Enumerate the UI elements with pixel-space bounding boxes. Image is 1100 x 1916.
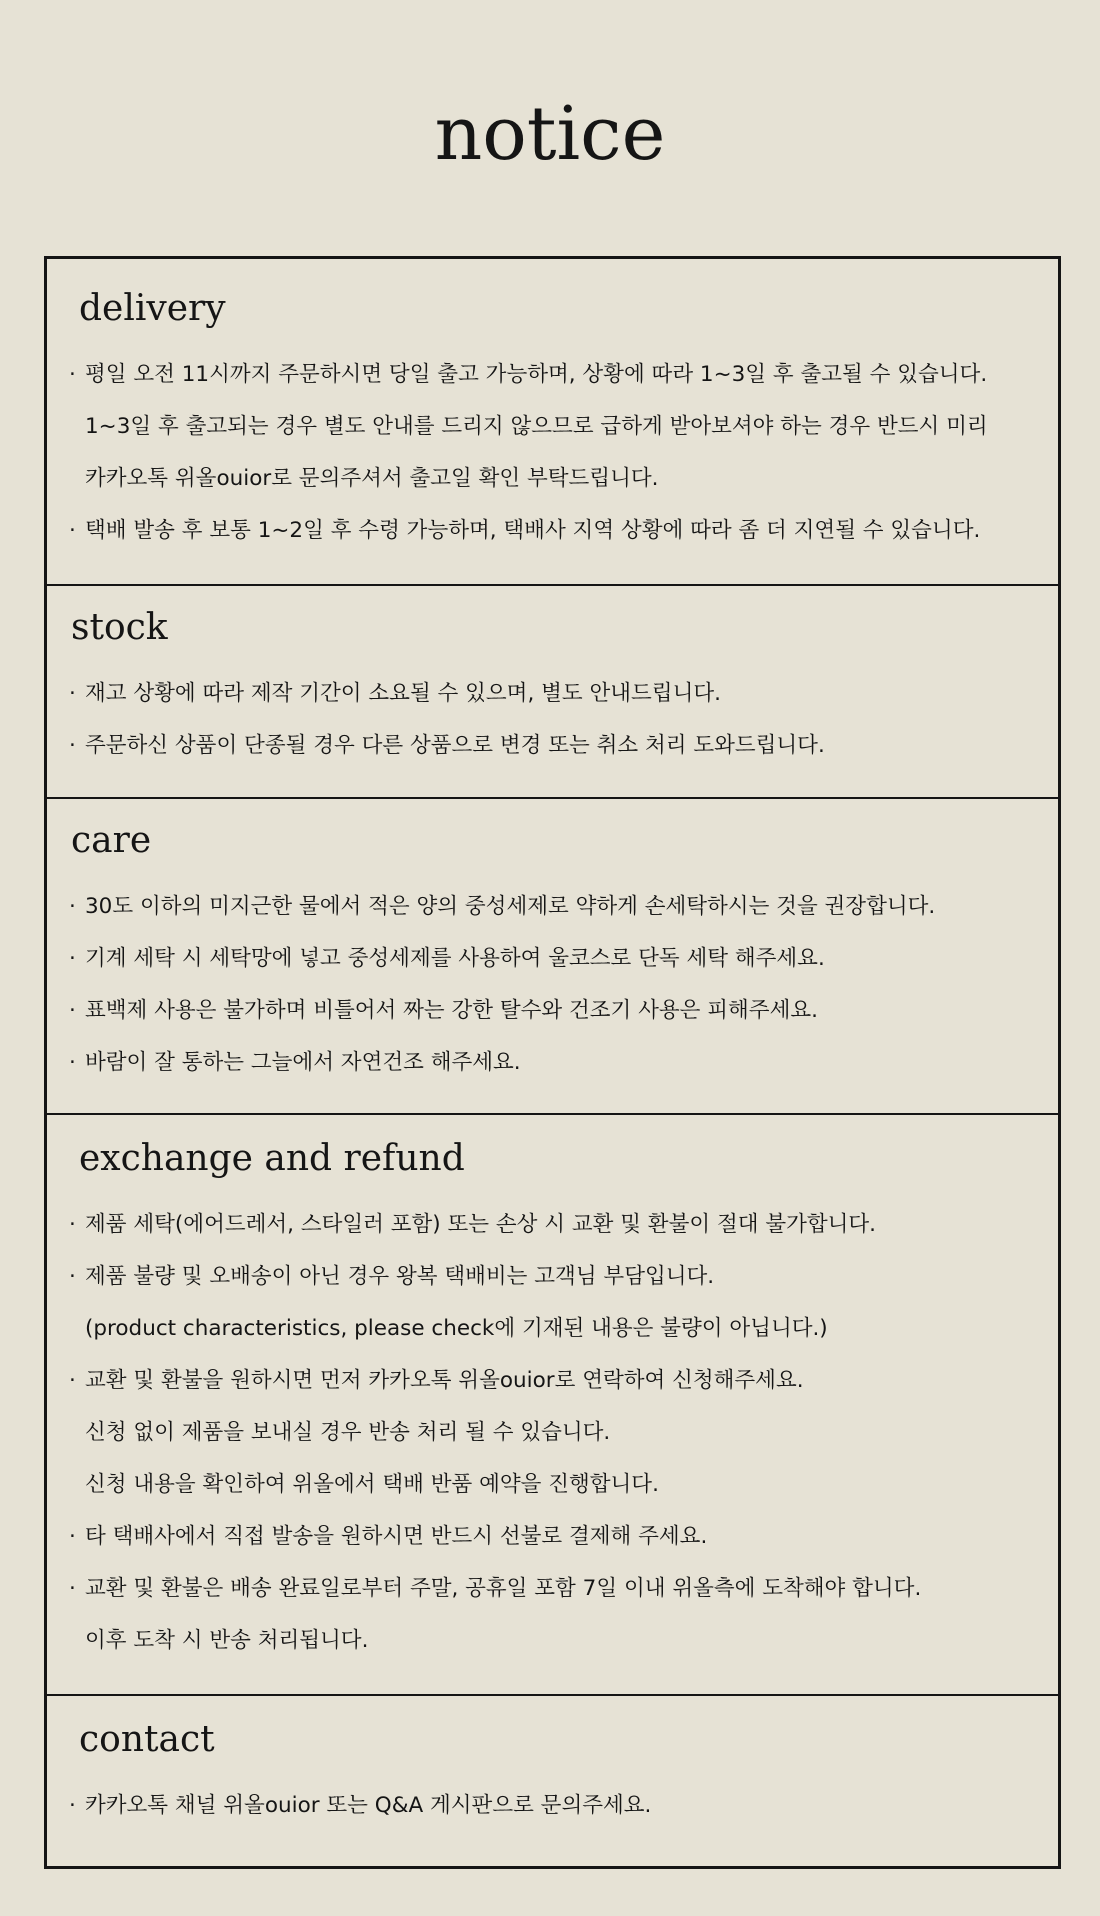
list-item-continuation: 신청 없이 제품을 보내실 경우 반송 처리 될 수 있습니다. bbox=[85, 1420, 611, 1445]
section-delivery bbox=[47, 259, 1058, 586]
list-item-continuation: (product characteristics, please check에 기재된 내용은 불량이 아닙니다.) bbox=[85, 1316, 828, 1341]
section-heading: delivery bbox=[79, 288, 226, 329]
list-item: · 제품 불량 및 오배송이 아닌 경우 왕복 택배비는 고객님 부담입니다. bbox=[47, 1251, 1058, 1303]
page-title: notice bbox=[434, 91, 666, 177]
list-item: · 교환 및 환불을 원하시면 먼저 카카오톡 위올ouior로 연락하여 신청해주세요. bbox=[47, 1355, 1058, 1407]
list-item-continuation: 카카오톡 위올ouior로 문의주셔서 출고일 확인 부탁드립니다. bbox=[85, 466, 659, 491]
list-item: · 제품 세탁(에어드레서, 스타일러 포함) 또는 손상 시 교환 및 환불이 절대 불가합니다. bbox=[47, 1199, 1058, 1251]
section-contact bbox=[47, 1696, 1058, 1866]
section-heading: contact bbox=[79, 1719, 215, 1760]
section-heading: exchange and refund bbox=[79, 1138, 465, 1179]
list-item: · 평일 오전 11시까지 주문하시면 당일 출고 가능하며, 상황에 따라 1~3일 후 출고될 수 있습니다. bbox=[47, 349, 1058, 401]
list-item: · 타 택배사에서 직접 발송을 원하시면 반드시 선불로 결제해 주세요. bbox=[47, 1511, 1058, 1563]
section-stock bbox=[47, 586, 1058, 799]
list-item: · 표백제 사용은 불가하며 비틀어서 짜는 강한 탈수와 건조기 사용은 피해주세요. bbox=[47, 985, 1058, 1037]
list-item: · 30도 이하의 미지근한 물에서 적은 양의 중성세제로 약하게 손세탁하시는 것을 권장합니다. bbox=[47, 881, 1058, 933]
list-item-continuation: 1~3일 후 출고되는 경우 별도 안내를 드리지 않으므로 급하게 받아보셔야 하는 경우 반드시 미리 bbox=[85, 414, 988, 439]
list-item: · 기계 세탁 시 세탁망에 넣고 중성세제를 사용하여 울코스로 단독 세탁 해주세요. bbox=[47, 933, 1058, 985]
list-item-continuation: 이후 도착 시 반송 처리됩니다. bbox=[85, 1628, 369, 1653]
list-item: · 주문하신 상품이 단종될 경우 다른 상품으로 변경 또는 취소 처리 도와드립니다. bbox=[47, 720, 1058, 772]
section-heading: stock bbox=[71, 607, 168, 648]
section-exchange-and-refund bbox=[47, 1115, 1058, 1696]
list-item-continuation: 신청 내용을 확인하여 위올에서 택배 반품 예약을 진행합니다. bbox=[85, 1472, 659, 1497]
section-heading: care bbox=[71, 820, 152, 861]
notice-box bbox=[44, 256, 1061, 1869]
list-item: · 바람이 잘 통하는 그늘에서 자연건조 해주세요. bbox=[47, 1037, 1058, 1089]
list-item: · 택배 발송 후 보통 1~2일 후 수령 가능하며, 택배사 지역 상황에 따라 좀 더 지연될 수 있습니다. bbox=[47, 505, 1058, 557]
section-care bbox=[47, 799, 1058, 1115]
list-item: · 재고 상황에 따라 제작 기간이 소요될 수 있으며, 별도 안내드립니다. bbox=[47, 668, 1058, 720]
list-item: · 교환 및 환불은 배송 완료일로부터 주말, 공휴일 포함 7일 이내 위올측에 도착해야 합니다. bbox=[47, 1563, 1058, 1615]
list-item: · 카카오톡 채널 위올ouior 또는 Q&A 게시판으로 문의주세요. bbox=[47, 1780, 1058, 1832]
